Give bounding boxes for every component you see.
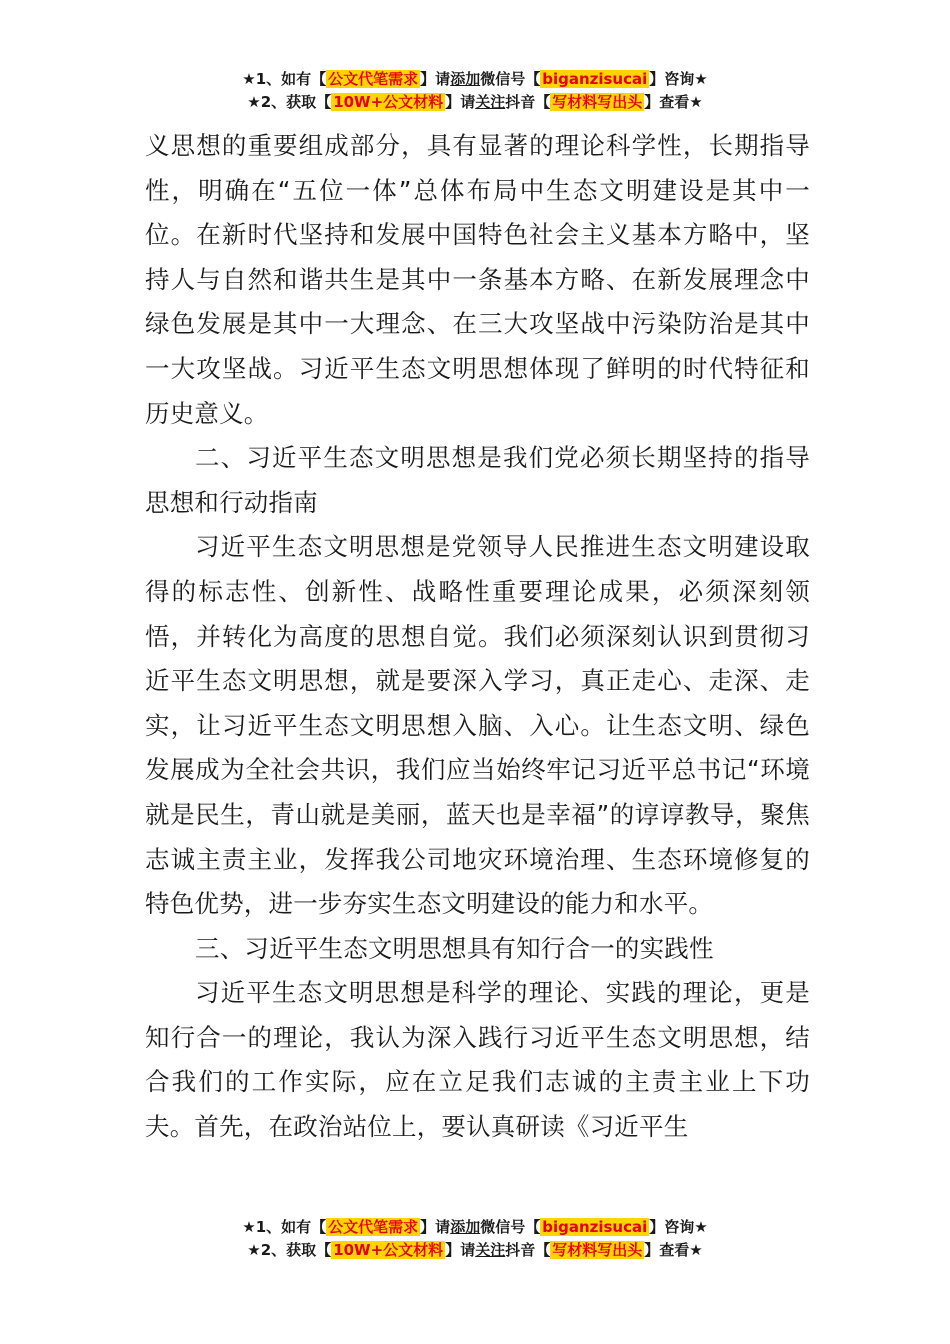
banner-text: 】请 [445,93,476,111]
banner-text: ★1、如有【 [242,70,327,88]
banner-line-2 [0,1239,950,1262]
banner-underlined: 添加 [450,70,481,88]
banner-highlight: biganzisucai [542,1218,648,1236]
banner-highlight: 10W+公文材料 [333,1241,444,1259]
paragraph: 义思想的重要组成部分，具有显著的理论科学性，长期指导性，明确在“五位一体”总体布局中生态文明建设是其中一位。在新时代坚持和发展中国特色社会主义基本方略中，坚持人与自然和谐共生是其中一条基本方略、在新发展理念中绿色发展是其中一大理念、在三大攻坚战中污染防治是其中一大攻坚战。习近平生态文明思想体现了鲜明的时代特征和历史意义。 [145,131,810,428]
banner-line-2 [0,91,950,114]
banner-text: 】请 [420,70,451,88]
paragraph: 习近平生态文明思想是党领导人民推进生态文明建设取得的标志性、创新性、战略性重要理论成果，必须深刻领悟，并转化为高度的思想自觉。我们必须深刻认识到贯彻习近平生态文明思想，就是要深入学习，真正走心、走深、走实，让习近平生态文明思想入脑、入心。让生态文明、绿色发展成为全社会共识，我们应当始终牢记习近平总书记“环境就是民生，青山就是美丽，蓝天也是幸福”的谆谆教导，聚焦志诚主责主业，发挥我公司地灾环境治理、生态环境修复的特色优势，进一步夯实生态文明建设的能力和水平。 [145,532,810,919]
banner-text: 微信号【 [480,1218,541,1236]
banner-highlight: 公文代笔需求 [328,70,419,88]
banner-underlined: 关注 [475,1241,506,1259]
banner-highlight: 写材料写出头 [552,93,643,111]
banner-text: ★2、获取【 [247,93,332,111]
section-heading: 二、习近平生态文明思想是我们党必须长期坚持的指导思想和行动指南 [145,443,810,517]
section-heading: 三、习近平生态文明思想具有知行合一的实践性 [195,933,714,963]
banner-line-1 [0,1216,950,1239]
banner-text: 】请 [420,1218,451,1236]
banner-underlined: 关注 [475,93,506,111]
banner-line-1 [0,68,950,91]
banner-highlight: 公文代笔需求 [328,1218,419,1236]
banner-text: 抖音【 [505,1241,551,1259]
banner-highlight: 10W+公文材料 [333,93,444,111]
banner-underlined: 添加 [450,1218,481,1236]
header-banner [0,68,950,114]
banner-highlight: biganzisucai [542,70,648,88]
banner-text: 】请 [445,1241,476,1259]
document-body [145,124,810,1150]
banner-text: ★1、如有【 [242,1218,327,1236]
banner-highlight: 写材料写出头 [552,1241,643,1259]
banner-text: 】咨询★ [649,70,708,88]
banner-text: 】查看★ [644,93,703,111]
banner-text: 】咨询★ [649,1218,708,1236]
footer-banner [0,1216,950,1262]
paragraph: 习近平生态文明思想是科学的理论、实践的理论，更是知行合一的理论，我认为深入践行习近平生态文明思想，结合我们的工作实际，应在立足我们志诚的主责主业上下功夫。首先，在政治站位上，要认真研读《习近平生 [145,978,810,1142]
banner-text: 微信号【 [480,70,541,88]
banner-text: 】查看★ [644,1241,703,1259]
banner-text: ★2、获取【 [247,1241,332,1259]
banner-text: 抖音【 [505,93,551,111]
